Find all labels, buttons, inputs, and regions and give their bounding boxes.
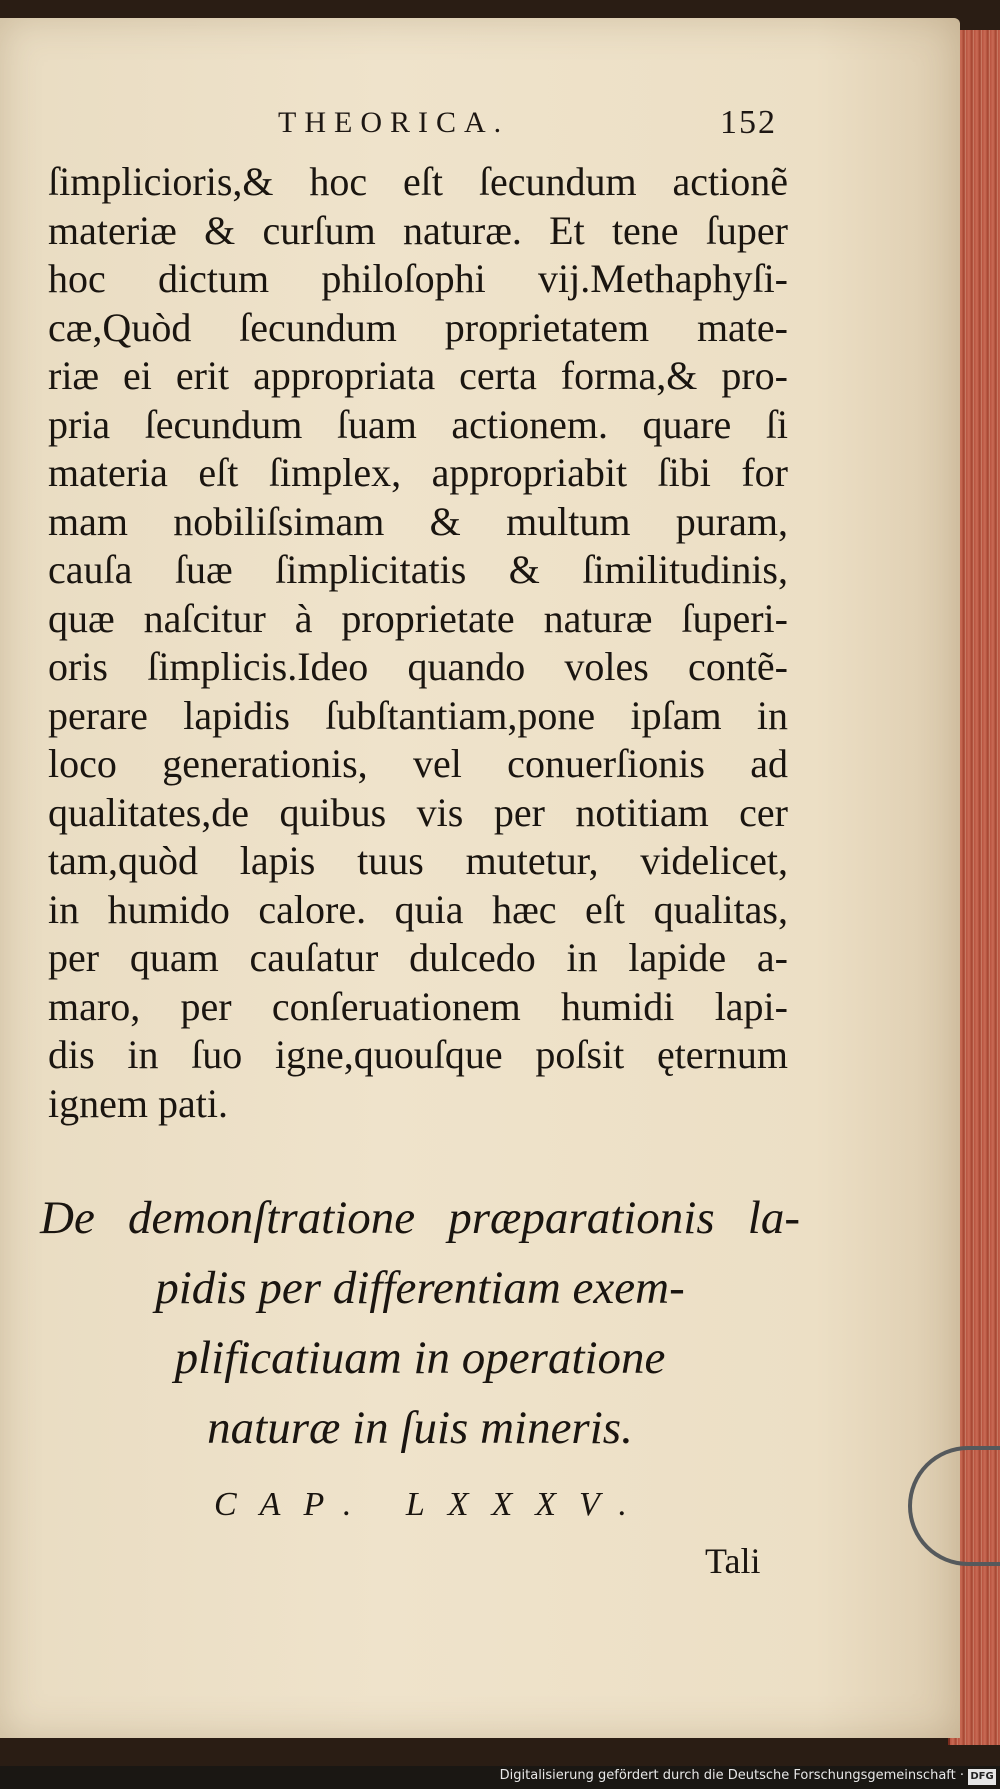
- chapter-number: CAP. LXXXV.: [214, 1486, 650, 1523]
- body-text: [48, 158, 788, 1128]
- text-line: materiæ & curſum naturæ. Et tene ſuper: [48, 207, 788, 253]
- heading-line: De demonſtratione præparationis la-: [40, 1192, 800, 1244]
- text-line: hoc dictum philoſophi vij.Methaphyſi-: [48, 256, 788, 301]
- running-title: THEORICA.: [278, 106, 510, 139]
- text-line: tam,quòd lapis tuus mutetur, videlicet,: [48, 838, 788, 883]
- footer-bar: [0, 1766, 1000, 1789]
- heading-line: pidis per differentiam exem-: [155, 1262, 685, 1314]
- page-number: 152: [720, 104, 777, 141]
- text-line: oris ſimplicis.Ideo quando voles contẽ-: [48, 644, 788, 689]
- text-line: dis in ſuo igne,quouſque poſsit ęternum: [48, 1032, 788, 1077]
- catchword: Tali: [705, 1541, 761, 1581]
- text-line: quæ naſcitur à proprietate naturæ ſuperi-: [48, 595, 788, 641]
- text-line: in humido calore. quia hæc eſt qualitas,: [48, 886, 788, 932]
- text-line: loco generationis, vel conuerſionis ad: [48, 741, 788, 786]
- text-line: maro, per conſeruationem humidi lapi-: [48, 983, 788, 1029]
- text-line: materia eſt ſimplex, appropriabit ſibi for: [48, 450, 788, 495]
- text-line: ignem pati.: [48, 1080, 228, 1126]
- running-header: [0, 106, 960, 146]
- heading-line: naturæ in ſuis mineris.: [207, 1402, 633, 1454]
- text-line: perare lapidis ſubſtantiam,pone ipſam in: [48, 692, 788, 738]
- text-line: qualitates,de quibus vis per notitiam cer: [48, 789, 788, 835]
- dfg-logo: DFG: [968, 1769, 996, 1785]
- text-line: cauſa ſuæ ſimplicitatis & ſimilitudinis,: [48, 547, 788, 592]
- text-line: per quam cauſatur dulcedo in lapide a-: [48, 935, 788, 980]
- text-line: ſimplicioris,& hoc eſt ſecundum actionẽ: [48, 159, 788, 204]
- chapter-heading: [40, 1183, 800, 1463]
- digitization-credit: Digitalisierung gefördert durch die Deutsche Forschungsgemeinschaft ·: [499, 1768, 964, 1783]
- text-line: pria ſecundum ſuam actionem. quare ſi: [48, 401, 788, 447]
- text-line: mam nobiliſsimam & multum puram,: [48, 498, 788, 544]
- heading-line: plificatiuam in operatione: [174, 1332, 666, 1384]
- book-page: [0, 18, 960, 1738]
- text-line: cæ,Quòd ſecundum proprietatem mate-: [48, 304, 788, 350]
- text-line: riæ ei erit appropriata certa forma,& pro-: [48, 353, 788, 398]
